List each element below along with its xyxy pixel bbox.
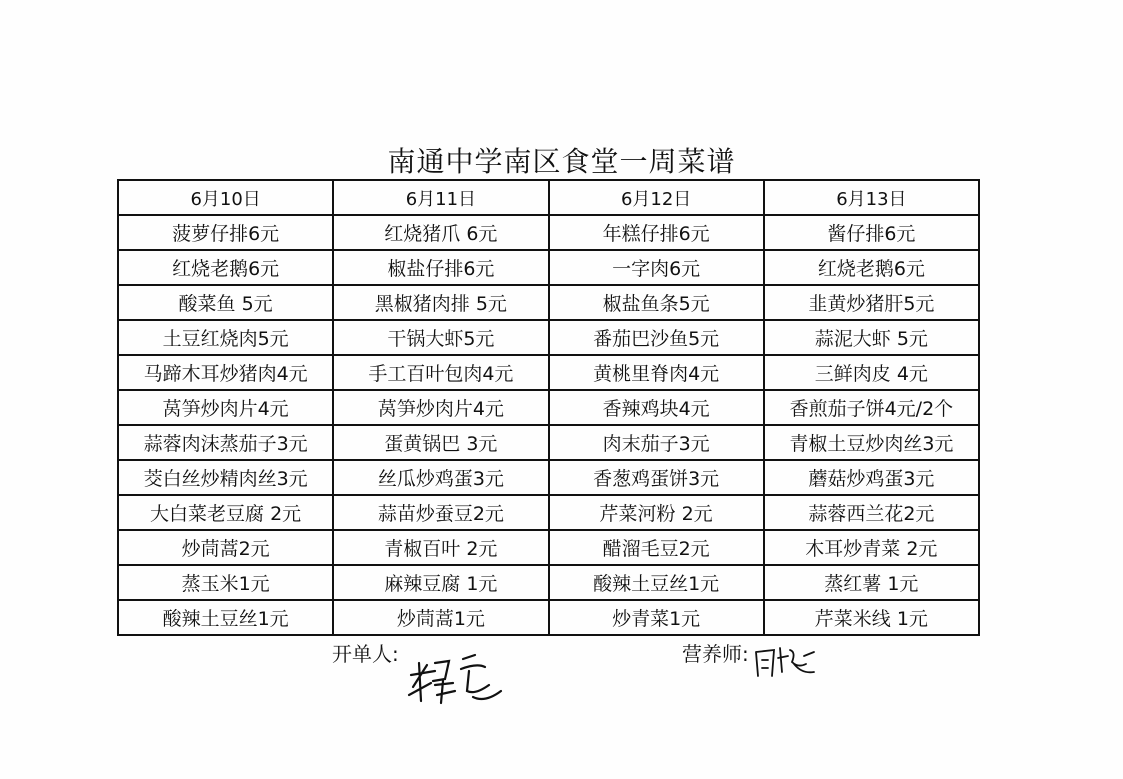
- menu-item-cell: 芹菜米线 1元: [764, 600, 979, 635]
- date-header: 6月12日: [549, 180, 764, 215]
- menu-item-cell: 木耳炒青菜 2元: [764, 530, 979, 565]
- menu-row: [118, 355, 979, 390]
- menu-row: [118, 390, 979, 425]
- menu-row: [118, 565, 979, 600]
- weekly-menu-table: [117, 179, 980, 636]
- menu-item-cell: 青椒百叶 2元: [333, 530, 548, 565]
- menu-item-cell: 酸辣土豆丝1元: [549, 565, 764, 600]
- menu-item-cell: 一字肉6元: [549, 250, 764, 285]
- date-header: 6月10日: [118, 180, 333, 215]
- menu-item-cell: 椒盐仔排6元: [333, 250, 548, 285]
- menu-item-cell: 香煎茄子饼4元/2个: [764, 390, 979, 425]
- nutritionist-label: 营养师:: [682, 642, 749, 666]
- menu-item-cell: 酸辣土豆丝1元: [118, 600, 333, 635]
- menu-row: [118, 460, 979, 495]
- menu-item-cell: 蒜苗炒蚕豆2元: [333, 495, 548, 530]
- menu-body: [118, 215, 979, 635]
- menu-item-cell: 香辣鸡块4元: [549, 390, 764, 425]
- menu-row: [118, 600, 979, 635]
- menu-item-cell: 手工百叶包肉4元: [333, 355, 548, 390]
- menu-item-cell: 莴笋炒肉片4元: [118, 390, 333, 425]
- menu-item-cell: 芹菜河粉 2元: [549, 495, 764, 530]
- menu-item-cell: 蒸玉米1元: [118, 565, 333, 600]
- menu-item-cell: 炒青菜1元: [549, 600, 764, 635]
- page-title: 南通中学南区食堂一周菜谱: [387, 145, 736, 178]
- menu-item-cell: 大白菜老豆腐 2元: [118, 495, 333, 530]
- menu-row: [118, 250, 979, 285]
- menu-item-cell: 马蹄木耳炒猪肉4元: [118, 355, 333, 390]
- menu-item-cell: 蛋黄锅巴 3元: [333, 425, 548, 460]
- menu-row: [118, 320, 979, 355]
- menu-row: [118, 285, 979, 320]
- menu-item-cell: 黄桃里脊肉4元: [549, 355, 764, 390]
- menu-row: [118, 530, 979, 565]
- menu-row: [118, 425, 979, 460]
- date-header: 6月11日: [333, 180, 548, 215]
- menu-item-cell: 蒜蓉肉沫蒸茄子3元: [118, 425, 333, 460]
- issuer-label: 开单人:: [332, 642, 399, 666]
- menu-item-cell: 蒸红薯 1元: [764, 565, 979, 600]
- menu-item-cell: 炒茼蒿2元: [118, 530, 333, 565]
- menu-item-cell: 菠萝仔排6元: [118, 215, 333, 250]
- menu-item-cell: 土豆红烧肉5元: [118, 320, 333, 355]
- menu-item-cell: 韭黄炒猪肝5元: [764, 285, 979, 320]
- menu-item-cell: 红烧老鹅6元: [118, 250, 333, 285]
- menu-item-cell: 番茄巴沙鱼5元: [549, 320, 764, 355]
- menu-item-cell: 茭白丝炒精肉丝3元: [118, 460, 333, 495]
- issuer-signature: [405, 645, 515, 705]
- menu-item-cell: 酸菜鱼 5元: [118, 285, 333, 320]
- menu-item-cell: 香葱鸡蛋饼3元: [549, 460, 764, 495]
- menu-row: [118, 495, 979, 530]
- menu-item-cell: 黑椒猪肉排 5元: [333, 285, 548, 320]
- menu-item-cell: 蘑菇炒鸡蛋3元: [764, 460, 979, 495]
- menu-item-cell: 三鲜肉皮 4元: [764, 355, 979, 390]
- menu-item-cell: 蒜蓉西兰花2元: [764, 495, 979, 530]
- menu-item-cell: 醋溜毛豆2元: [549, 530, 764, 565]
- menu-item-cell: 丝瓜炒鸡蛋3元: [333, 460, 548, 495]
- menu-row: [118, 215, 979, 250]
- menu-item-cell: 蒜泥大虾 5元: [764, 320, 979, 355]
- nutritionist-signature: [752, 642, 822, 682]
- header-row: [118, 180, 979, 215]
- menu-item-cell: 麻辣豆腐 1元: [333, 565, 548, 600]
- date-header: 6月13日: [764, 180, 979, 215]
- menu-item-cell: 炒茼蒿1元: [333, 600, 548, 635]
- menu-item-cell: 干锅大虾5元: [333, 320, 548, 355]
- menu-item-cell: 酱仔排6元: [764, 215, 979, 250]
- menu-item-cell: 椒盐鱼条5元: [549, 285, 764, 320]
- menu-item-cell: 年糕仔排6元: [549, 215, 764, 250]
- menu-item-cell: 青椒土豆炒肉丝3元: [764, 425, 979, 460]
- menu-item-cell: 肉末茄子3元: [549, 425, 764, 460]
- menu-item-cell: 莴笋炒肉片4元: [333, 390, 548, 425]
- menu-item-cell: 红烧老鹅6元: [764, 250, 979, 285]
- menu-item-cell: 红烧猪爪 6元: [333, 215, 548, 250]
